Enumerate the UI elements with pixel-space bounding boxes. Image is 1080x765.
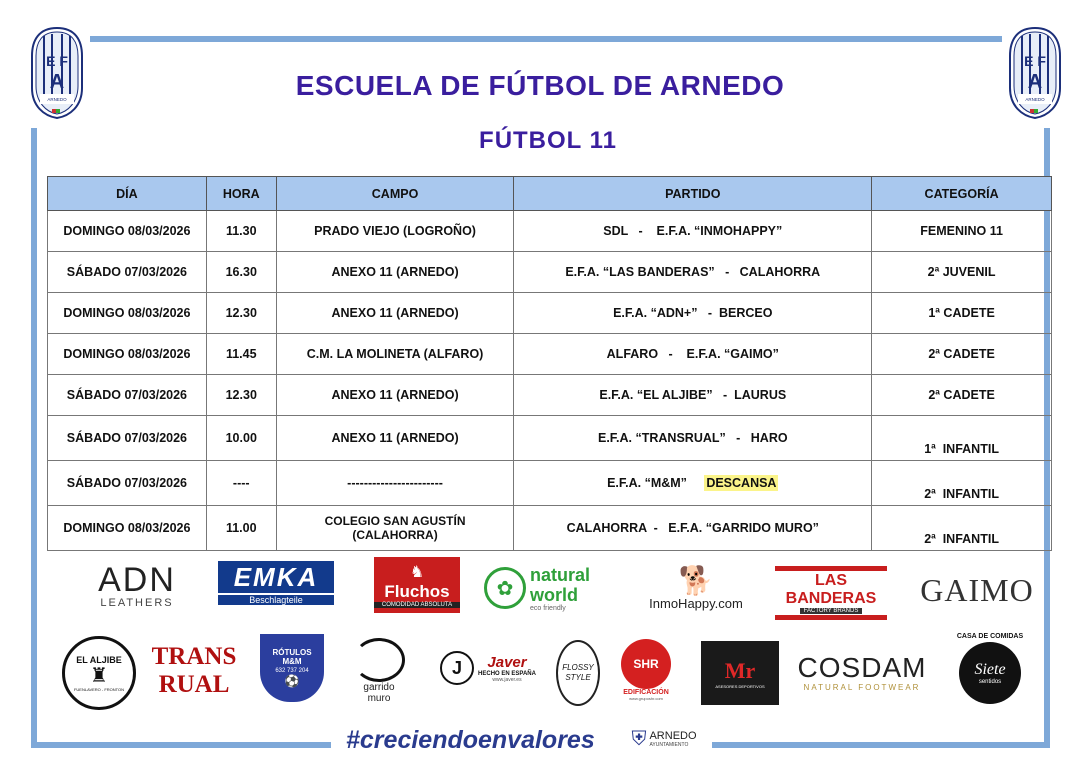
sponsor-inmohappy-logo: [643, 562, 749, 614]
table-row: [48, 506, 1052, 551]
header-categoria: CATEGORÍA: [872, 177, 1052, 211]
sponsor-adn-logo: [82, 560, 192, 612]
shr-url: www.gruposhr.com: [629, 696, 663, 701]
rotulos-sub: 632 737 204: [275, 668, 309, 674]
svg-text:ARNEDO: ARNEDO: [1025, 97, 1045, 102]
garrido-muro-name: garrido muro: [363, 682, 395, 704]
cell-dia: DOMINGO 08/03/2026: [48, 506, 207, 551]
cell-dia: DOMINGO 08/03/2026: [48, 334, 207, 375]
mr-name: Mr: [724, 657, 756, 683]
svg-text:E F: E F: [46, 53, 68, 69]
sponsor-fluchos-logo: [374, 557, 460, 613]
cosdam-name: COSDAM: [797, 651, 927, 683]
cell-dia: SÁBADO 07/03/2026: [48, 252, 207, 293]
partido-text: E.F.A. “TRANSRUAL” - HARO: [597, 431, 788, 445]
partido-text: E.F.A. “LAS BANDERAS” - CALAHORRA: [565, 265, 821, 279]
cell-hora: 12.30: [206, 375, 276, 416]
schedule-table: [47, 176, 1052, 551]
inmohappy-name: InmoHappy.com: [649, 595, 743, 611]
mr-sub: ASESORES DEPORTIVOS: [715, 683, 765, 689]
siete-badge: [959, 642, 1021, 704]
svg-text:A: A: [1027, 71, 1043, 93]
cell-dia: SÁBADO 07/03/2026: [48, 375, 207, 416]
table-header-row: [48, 177, 1052, 211]
las-banderas-name: LAS BANDERAS: [785, 572, 877, 607]
shr-sub: EDIFICACIÓN: [623, 689, 669, 696]
gaimo-name: GAIMO: [920, 571, 1034, 608]
cell-campo: ANEXO 11 (ARNEDO): [276, 375, 514, 416]
natural-world-sub: eco friendly: [530, 604, 566, 612]
header-dia: DÍA: [48, 177, 207, 211]
page-subtitle: FÚTBOL 11: [479, 127, 617, 154]
cell-categoria: 2ª INFANTIL: [872, 461, 1052, 506]
table-row: [48, 461, 1052, 506]
cell-partido: [514, 416, 872, 461]
rotulos-name: RÓTULOS M&M: [272, 648, 312, 666]
cell-categoria: 2ª CADETE: [872, 334, 1052, 375]
cell-campo: ANEXO 11 (ARNEDO): [276, 416, 514, 461]
siete-name: Siete: [974, 661, 1006, 678]
javer-j-icon: J: [440, 651, 474, 685]
cell-hora: 11.00: [206, 506, 276, 551]
adn-name: ADN: [98, 561, 176, 599]
sponsor-emka-logo: [213, 558, 339, 608]
flossy-name: FLOSSY STYLE: [562, 663, 594, 682]
siete-top: CASA DE COMIDAS: [956, 633, 1024, 640]
tower-icon: ♜: [90, 664, 108, 687]
table-row: [48, 334, 1052, 375]
javer-url: www.javer.es: [492, 676, 522, 683]
page-title: ESCUELA DE FÚTBOL DE ARNEDO: [295, 70, 785, 101]
frame-top-line: [90, 36, 1002, 42]
javer-name: Javer: [487, 653, 527, 671]
dog-icon: 🐕: [678, 564, 714, 596]
partido-text: E.F.A. “ADN+” - BERCEO: [613, 306, 773, 320]
cell-dia: DOMINGO 08/03/2026: [48, 211, 207, 252]
partido-text: ALFARO - E.F.A. “GAIMO”: [606, 347, 779, 361]
svg-text:A: A: [49, 71, 65, 93]
sponsor-garrido-muro-logo: [346, 636, 412, 706]
cell-hora: 12.30: [206, 293, 276, 334]
cell-campo: COLEGIO SAN AGUSTÍN (CALAHORRA): [276, 506, 514, 551]
header-campo: CAMPO: [276, 177, 514, 211]
sponsor-siete-sentidos-logo: [948, 626, 1032, 710]
partido-text: E.F.A. “EL ALJIBE” - LAURUS: [599, 388, 787, 402]
arnedo-sub: AYUNTAMIENTO: [649, 742, 689, 748]
cell-dia: DOMINGO 08/03/2026: [48, 293, 207, 334]
cosdam-sub: NATURAL FOOTWEAR: [803, 682, 921, 692]
cell-categoria: 2ª JUVENIL: [872, 252, 1052, 293]
sponsor-transrual-logo: [146, 640, 242, 702]
sponsor-gaimo-logo: [916, 570, 1038, 610]
horse-icon: ♞: [409, 564, 425, 581]
header-partido: PARTIDO: [514, 177, 872, 211]
svg-text:ARNEDO: ARNEDO: [47, 97, 67, 102]
cell-categoria: 1ª CADETE: [872, 293, 1052, 334]
cell-partido: [514, 211, 872, 252]
arnedo-shield-icon: ⛨: [631, 727, 647, 750]
frame-bottom-left-line: [31, 742, 331, 748]
footprint-icon: ✿: [484, 567, 526, 609]
cell-hora: 11.30: [206, 211, 276, 252]
header-hora: HORA: [206, 177, 276, 211]
cell-categoria: 1ª INFANTIL: [872, 416, 1052, 461]
partido-text: CALAHORRA - E.F.A. “GARRIDO MURO”: [566, 521, 819, 535]
sponsor-natural-world-logo: [484, 564, 614, 612]
cell-campo: -----------------------: [276, 461, 514, 506]
fluchos-name: Fluchos: [384, 582, 450, 601]
cell-partido: [514, 375, 872, 416]
table-row: [48, 375, 1052, 416]
cell-hora: ----: [206, 461, 276, 506]
cell-categoria: 2ª CADETE: [872, 375, 1052, 416]
svg-text:E F: E F: [1024, 53, 1046, 69]
cell-campo: PRADO VIEJO (LOGROÑO): [276, 211, 514, 252]
emka-name: EMKA: [218, 561, 334, 593]
cell-partido: [514, 334, 872, 375]
cell-hora: 16.30: [206, 252, 276, 293]
sponsor-el-aljibe-logo: [62, 636, 136, 710]
ayuntamiento-arnedo-logo: [624, 724, 704, 754]
table-row: [48, 252, 1052, 293]
sponsor-shr-logo: [616, 634, 676, 706]
partido-text: E.F.A. “M&M”: [607, 476, 701, 490]
arnedo-text: [649, 730, 696, 748]
sponsor-las-banderas-logo: [775, 566, 887, 620]
sponsor-javer-logo: [430, 648, 546, 688]
sponsor-rotulos-logo: [260, 634, 324, 702]
arnedo-name: ARNEDO: [649, 730, 697, 742]
garrido-muro-ring-icon: [353, 638, 405, 682]
cell-categoria: 2ª INFANTIL: [872, 506, 1052, 551]
table-row: [48, 416, 1052, 461]
hashtag-text: #creciendoenvalores: [346, 726, 595, 754]
cell-hora: 11.45: [206, 334, 276, 375]
sponsor-mr-logo: [701, 641, 779, 705]
adn-sub: LEATHERS: [100, 597, 174, 609]
fluchos-sub: COMODIDAD ABSOLUTA: [374, 602, 460, 608]
cell-partido: [514, 506, 872, 551]
cell-campo: ANEXO 11 (ARNEDO): [276, 293, 514, 334]
sponsor-flossy-logo: [556, 640, 600, 706]
frame-bottom-right-line: [712, 742, 1050, 748]
cell-dia: SÁBADO 07/03/2026: [48, 461, 207, 506]
cell-campo: ANEXO 11 (ARNEDO): [276, 252, 514, 293]
table-row: [48, 293, 1052, 334]
transrual-name: TRANS RUAL: [151, 643, 237, 698]
cell-hora: 10.00: [206, 416, 276, 461]
sponsor-cosdam-logo: [794, 648, 930, 696]
table-row: [48, 211, 1052, 252]
cell-partido: [514, 252, 872, 293]
emka-sub: Beschlagteile: [218, 593, 334, 605]
cell-categoria: FEMENINO 11: [872, 211, 1052, 252]
shr-name: SHR: [621, 639, 671, 689]
el-aljibe-sub: FUENLAVERO - FRONTON: [73, 686, 125, 692]
ball-icon: ⚽: [284, 674, 300, 688]
las-banderas-sub: FACTORY BRANDS: [800, 608, 863, 614]
siete-sub: sentidos: [978, 679, 1002, 685]
javer-sub: HECHO EN ESPAÑA: [478, 670, 536, 677]
natural-world-name: natural world: [530, 564, 591, 605]
natural-world-text: [530, 565, 614, 612]
frame-left-line: [31, 128, 37, 748]
partido-text: SDL - E.F.A. “INMOHAPPY”: [603, 224, 783, 238]
el-aljibe-name: EL ALJIBE: [76, 654, 122, 665]
cell-campo: C.M. LA MOLINETA (ALFARO): [276, 334, 514, 375]
cell-partido: [514, 461, 872, 506]
descansa-highlight: DESCANSA: [706, 476, 777, 490]
cell-partido: [514, 293, 872, 334]
cell-dia: SÁBADO 07/03/2026: [48, 416, 207, 461]
javer-text: [478, 654, 536, 683]
